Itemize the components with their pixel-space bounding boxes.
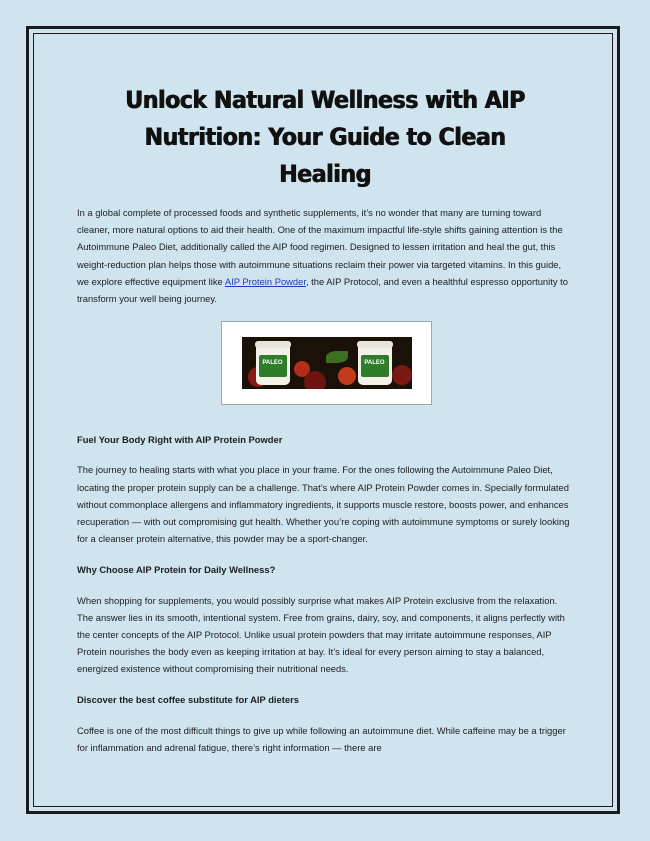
section-heading-coffee: Discover the best coffee substitute for AIP dieters — [77, 694, 299, 706]
aip-protein-powder-link[interactable]: AIP Protein Powder — [224, 275, 306, 287]
product-image — [242, 337, 412, 389]
section-body-coffee: Coffee is one of the most difficult things to give up while following an autoimmune diet. While caffeine may be a trigger for inflammation and adrenal fatigue, there’s right information — there are — [77, 724, 566, 754]
jar-lid — [357, 341, 393, 348]
protein-jar-right — [358, 343, 392, 385]
intro-text-after-link: , the AIP Protocol, and even a healthful espresso opportunity to transform your well being journey. — [77, 275, 568, 305]
jar-label-text: PALEO — [364, 359, 385, 366]
intro-paragraph — [77, 204, 572, 307]
jar-lid — [255, 341, 291, 348]
spacer — [77, 405, 572, 431]
product-image-frame — [221, 321, 432, 405]
document-title: Unlock Natural Wellness with AIP Nutrition: Your Guide to Clean Healing — [125, 86, 525, 188]
jar-label-text: PALEO — [262, 359, 283, 366]
protein-jar-left — [256, 343, 290, 385]
intro-text-before-link: In a global complete of processed foods and synthetic supplements, it’s no wonder that many are turning toward cleaner, more natural options to aid their health. One of the maximum impactful life-style shifts gaining attention is the Autoimmune Paleo Diet, additionally called the AIP food regimen. Designed to lessen irritation and heal the gut, this weight-reduction plan helps those with autoimmune situations reclaim their power via targeted vitamins. In this guide, we explore effective equipment like — [77, 207, 563, 287]
jar-label — [361, 355, 389, 377]
fruit-icon — [304, 371, 326, 389]
section-body-fuel: The journey to healing starts with what you place in your frame. For the ones following the Autoimmune Paleo Diet, locating the proper protein supply can be a challenge. That’s where AIP Protein Powder comes in. Specially formulated without commonplace allergens and inflammatory ingredients, it supports muscle restore, boosts power, and enhances recuperation — with out compromising gut health. Whether you’re coping with autoimmune symptoms or surely looking for a cleanser protein alternative, this powder may be a sport-changer. — [77, 464, 570, 545]
section-body-why-choose: When shopping for supplements, you would possibly surprise what makes AIP Protein exclusive from the relaxation. The answer lies in its smooth, intentional system. Free from grains, dairy, soy, and components, it aligns perfectly with the center concepts of the AIP Protocol. Unlike usual protein powders that may irritate autoimmune responses, AIP Protein nourishes the body even as keeping irritation at bay. It’s ideal for every person aiming to stay a balanced, energized existence without compromising their nutritional needs. — [77, 594, 565, 675]
section-heading-fuel: Fuel Your Body Right with AIP Protein Powder — [77, 433, 283, 445]
fruit-icon — [392, 365, 412, 385]
section-heading-why-choose: Why Choose AIP Protein for Daily Wellness? — [77, 563, 276, 575]
jar-label — [259, 355, 287, 377]
leaf-icon — [326, 351, 348, 363]
document-body — [77, 204, 572, 770]
fruit-icon — [338, 367, 356, 385]
